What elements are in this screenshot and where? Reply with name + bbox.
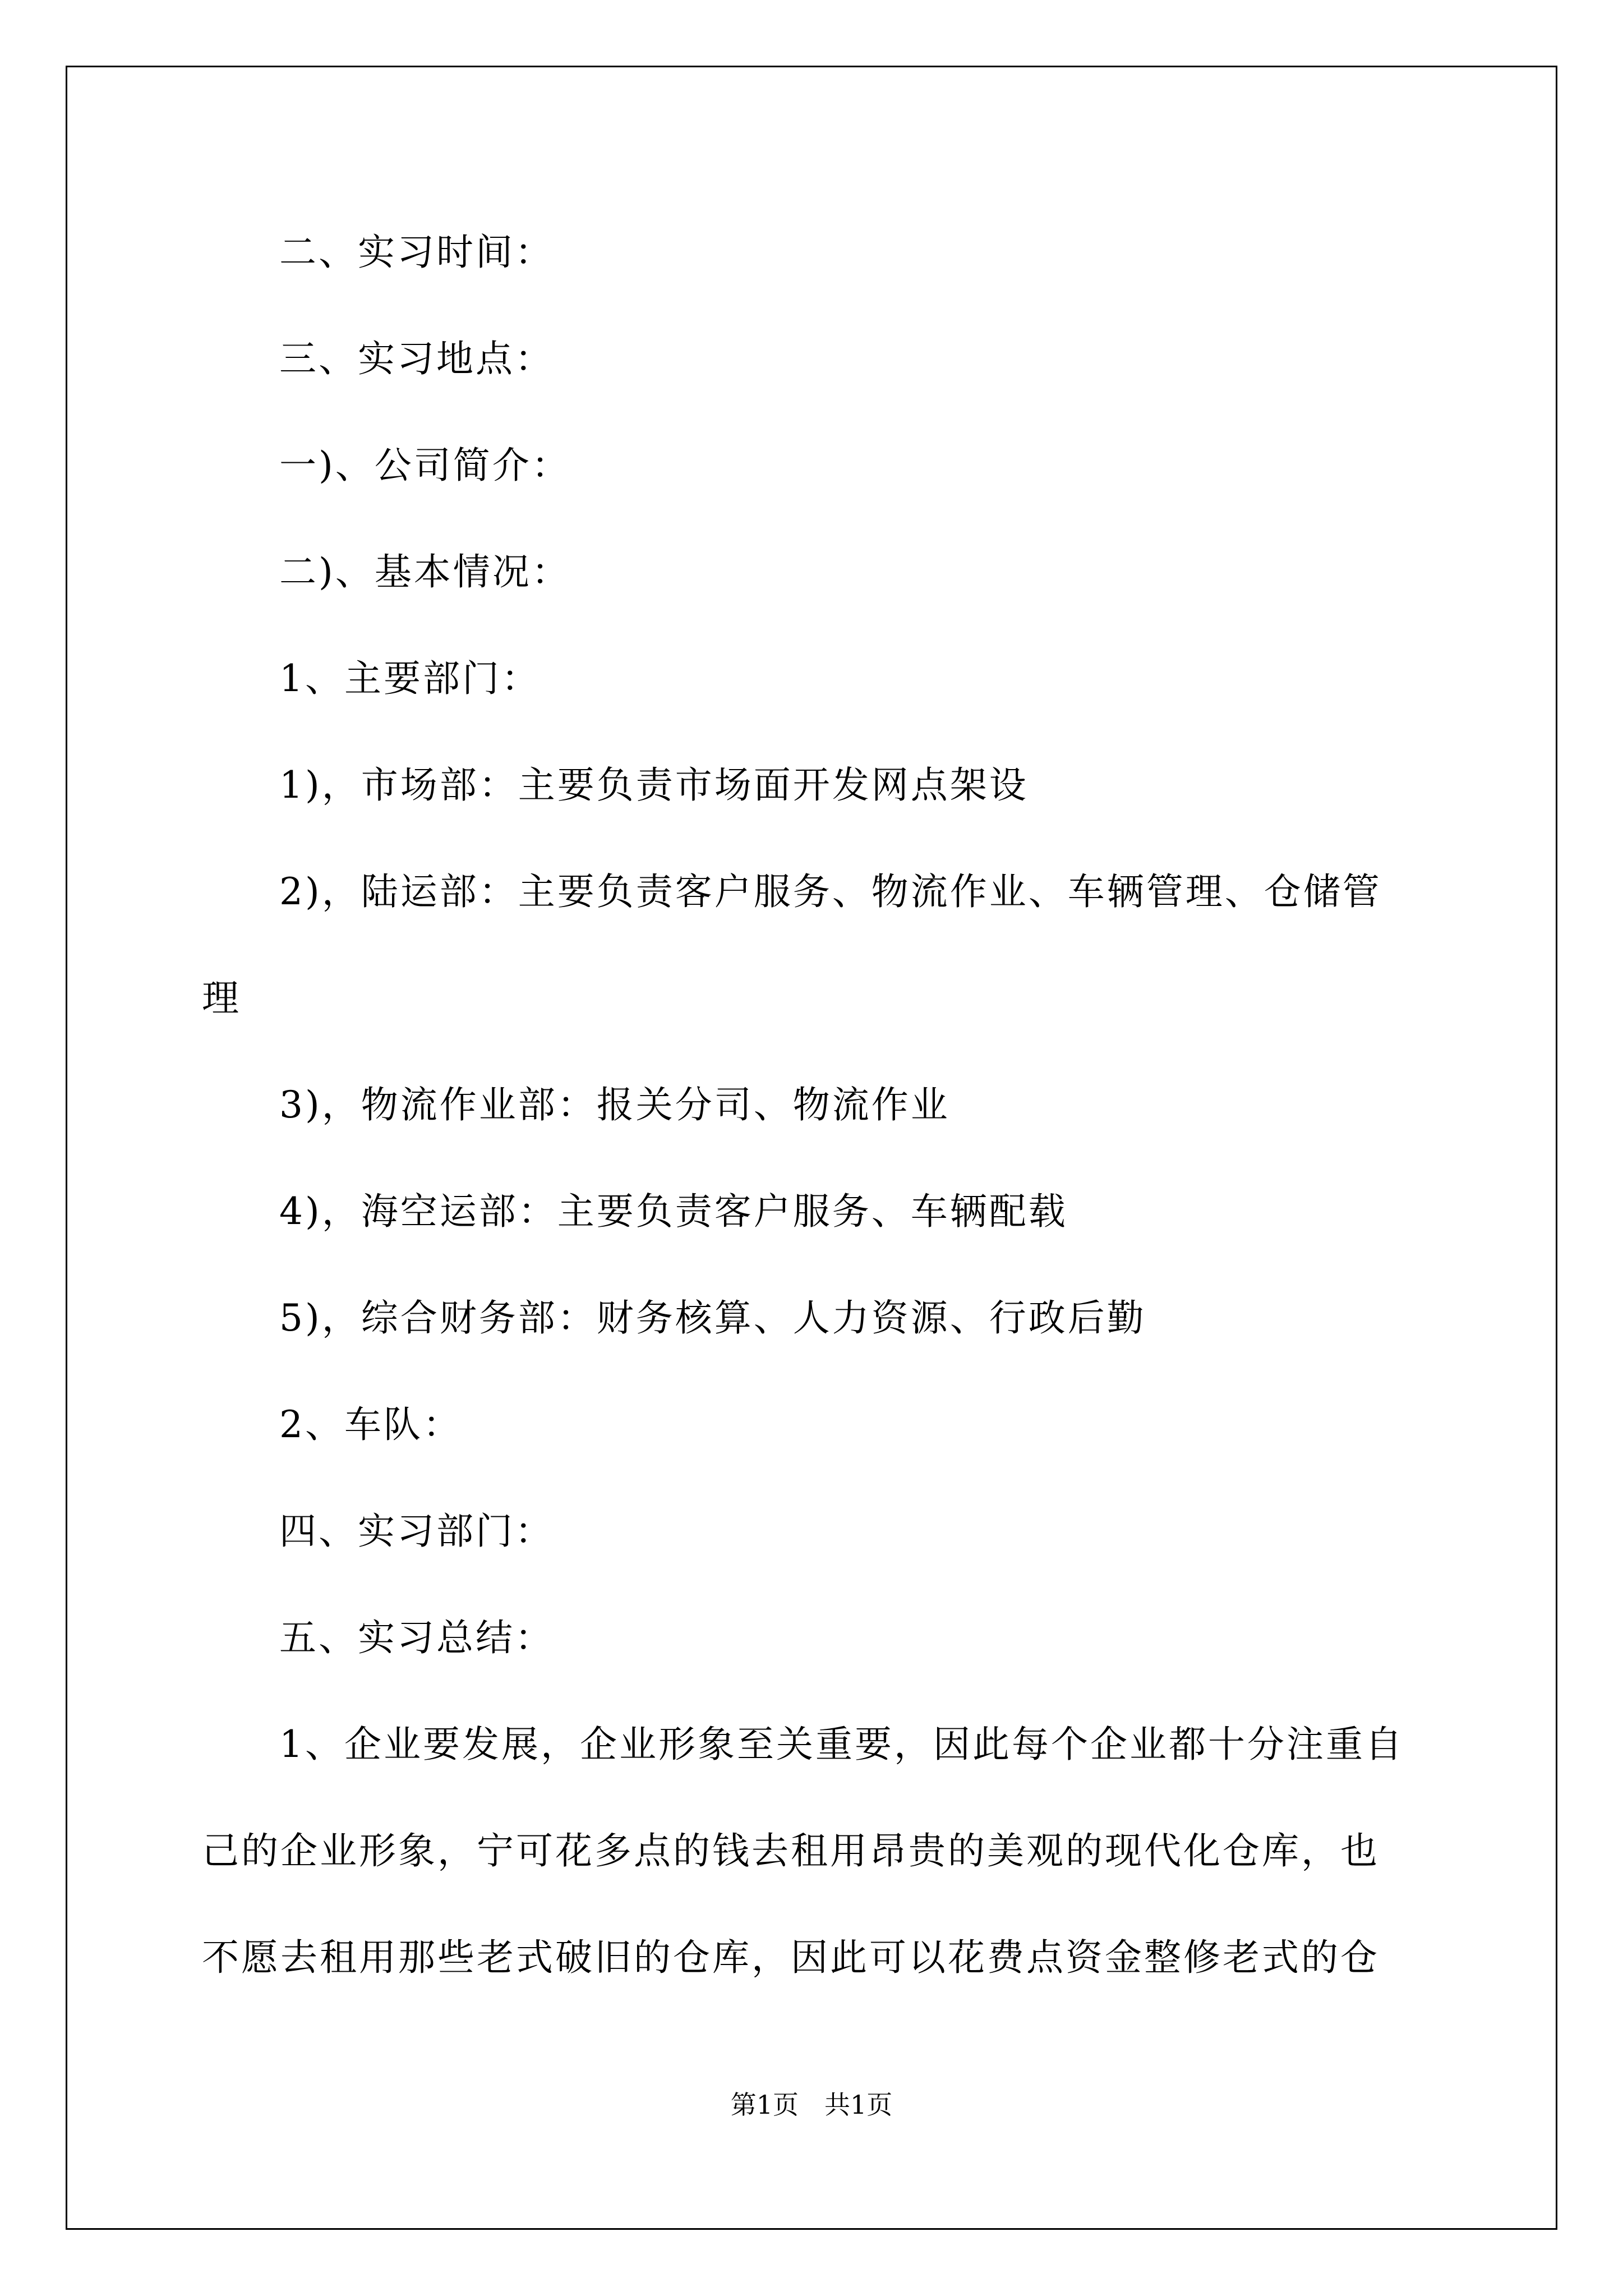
paragraph-line: 理 (202, 977, 241, 1020)
paragraph-line: 1)，市场部：主要负责市场面开发网点架设 (279, 763, 1029, 807)
heading-internship-department: 四、实习部门： (279, 1510, 554, 1553)
heading-basic-info: 二)、基本情况： (279, 550, 571, 593)
paragraph-line: 不愿去租用那些老式破旧的仓库，因此可以花费点资金整修老式的仓 (202, 1936, 1380, 1979)
page-footer: 第1页 共1页 (730, 2090, 893, 2120)
heading-internship-summary: 五、实习总结： (279, 1616, 554, 1659)
heading-internship-time: 二、实习时间： (279, 231, 554, 274)
paragraph-line: 2)，陆运部：主要负责客户服务、物流作业、车辆管理、仓储管 (279, 870, 1382, 913)
paragraph-line: 4)，海空运部：主要负责客户服务、车辆配载 (279, 1190, 1068, 1233)
paragraph-line: 5)，综合财务部：财务核算、人力资源、行政后勤 (279, 1296, 1146, 1340)
paragraph-line: 1、企业要发展，企业形象至关重要，因此每个企业都十分注重自 (279, 1723, 1404, 1766)
heading-internship-location: 三、实习地点： (279, 337, 554, 380)
heading-company-intro: 一)、公司简介： (279, 444, 571, 487)
heading-main-departments: 1、主要部门： (279, 657, 541, 700)
paragraph-line: 3)，物流作业部：报关分司、物流作业 (279, 1083, 950, 1126)
heading-fleet: 2、车队： (279, 1403, 462, 1446)
paragraph-line: 己的企业形象，宁可花多点的钱去租用昂贵的美观的现代化仓库，也 (202, 1829, 1380, 1872)
page-border (66, 66, 1557, 2230)
